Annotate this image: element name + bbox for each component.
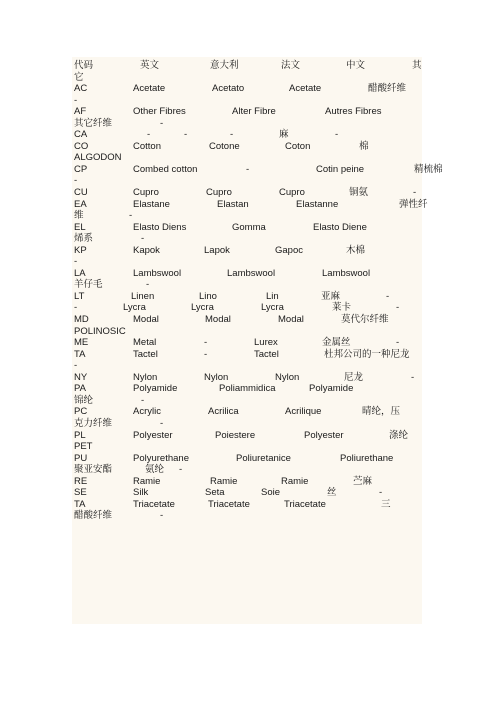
table-cell: 三: [381, 498, 391, 510]
text-line: [74, 233, 422, 245]
text-line: [74, 118, 422, 130]
table-cell: -: [204, 348, 208, 360]
table-cell: Acetate: [289, 83, 322, 95]
table-cell: 铜氨: [349, 187, 369, 199]
text-line: [74, 95, 422, 107]
table-cell: CP: [74, 163, 88, 175]
table-cell: Other Fibres: [133, 106, 186, 118]
text-line: [74, 175, 422, 187]
table-cell: 杜邦公司的一种尼龙: [324, 348, 410, 360]
table-cell: Triacetate: [284, 498, 326, 510]
table-cell: Triacetate: [208, 498, 250, 510]
text-line: [74, 60, 422, 72]
table-cell: TA: [74, 348, 86, 360]
table-cell: Ramie: [281, 475, 309, 487]
table-cell: Coton: [285, 140, 311, 152]
table-cell: AC: [74, 83, 88, 95]
table-cell: Ramie: [210, 475, 238, 487]
table-cell: -: [74, 256, 78, 268]
table-cell: Acetato: [212, 83, 245, 95]
table-cell: -: [160, 510, 164, 522]
table-cell: CO: [74, 140, 89, 152]
table-cell: Cotone: [209, 140, 240, 152]
text-line: [74, 360, 422, 372]
table-cell: -: [147, 129, 151, 141]
table-cell: PA: [74, 383, 86, 395]
table-cell: 麻: [279, 129, 289, 141]
header-cell: 代码: [74, 60, 94, 71]
text-line: [74, 72, 422, 84]
text-line: [74, 279, 422, 291]
header-cell: 法文: [281, 60, 301, 71]
text-line: [74, 129, 422, 141]
table-cell: Lurex: [254, 337, 278, 349]
table-cell: 烯系: [74, 233, 94, 245]
table-cell: 维: [74, 210, 84, 222]
table-cell: POLINOSIC: [74, 325, 126, 337]
text-line: [74, 522, 422, 534]
table-cell: Modal: [205, 314, 231, 326]
header-cell: 意大利: [210, 60, 239, 71]
table-cell: NY: [74, 371, 88, 383]
table-cell: CU: [74, 187, 88, 199]
table-cell: Seta: [205, 487, 225, 499]
table-cell: Tactel: [254, 348, 279, 360]
table-cell: Ramie: [133, 475, 161, 487]
table-cell: MD: [74, 314, 89, 326]
table-cell: TA: [74, 498, 86, 510]
table-cell: Kapok: [133, 244, 160, 256]
table-cell: EA: [74, 198, 87, 210]
table-cell: 其它纤维: [74, 117, 113, 129]
table-cell: -: [146, 279, 150, 291]
text-line: [74, 337, 422, 349]
header-cell: 其: [412, 60, 422, 71]
table-cell: Lambswool: [227, 267, 276, 279]
table-cell: Lambswool: [322, 267, 371, 279]
table-cell: Acrylic: [133, 406, 161, 418]
text-line: [74, 291, 422, 303]
text-line: [74, 326, 422, 338]
table-cell: 精梳棉: [414, 163, 443, 175]
table-cell: Nylon: [204, 371, 229, 383]
header-cell: 它: [74, 71, 84, 83]
text-line: [74, 533, 422, 545]
table-cell: 聚亚安酯: [74, 464, 113, 476]
table-cell: Gomma: [232, 221, 266, 233]
text-line: [74, 210, 422, 222]
table-cell: Metal: [133, 337, 157, 349]
table-cell: 木棉: [346, 244, 366, 256]
table-cell: ME: [74, 337, 89, 349]
text-line: [74, 430, 422, 442]
table-cell: Elastan: [217, 198, 249, 210]
table-cell: Cotin peine: [316, 163, 365, 175]
table-cell: Lycra: [261, 302, 284, 314]
table-cell: Modal: [278, 314, 304, 326]
table-cell: Polyurethane: [133, 452, 189, 464]
text-line: [74, 141, 422, 153]
table-cell: 克力纤维: [74, 417, 113, 429]
text-line: [74, 406, 422, 418]
table-cell: -: [204, 337, 208, 349]
table-cell: Lycra: [123, 302, 146, 314]
table-cell: Lambswool: [133, 267, 182, 279]
table-cell: -: [74, 175, 78, 187]
table-cell: -: [74, 302, 78, 314]
text-line: [74, 464, 422, 476]
text-line: [74, 83, 422, 95]
table-cell: Linen: [131, 290, 155, 302]
table-cell: -: [386, 290, 390, 302]
table-cell: PET: [74, 441, 93, 453]
text-line: [74, 349, 422, 361]
table-cell: -: [141, 233, 145, 245]
table-cell: -: [413, 187, 417, 199]
table-cell: -: [396, 302, 400, 314]
table-cell: Cupro: [279, 187, 305, 199]
table-cell: Soie: [261, 487, 281, 499]
table-cell: Elastanne: [296, 198, 339, 210]
text-line: [74, 476, 422, 488]
table-cell: 丝: [327, 487, 337, 499]
table-cell: -: [129, 210, 133, 222]
text-line: [74, 106, 422, 118]
table-cell: 莫代尔纤维: [341, 314, 389, 326]
table-cell: CA: [74, 129, 88, 141]
text-line: [74, 256, 422, 268]
table-cell: 金属丝: [322, 337, 351, 349]
text-line: [74, 510, 422, 522]
table-cell: Poliuretanice: [236, 452, 291, 464]
table-cell: Silk: [133, 487, 149, 499]
table-cell: Acrilique: [285, 406, 322, 418]
table-cell: RE: [74, 475, 88, 487]
text-line: [74, 395, 422, 407]
table-cell: AF: [74, 106, 87, 118]
table-cell: 涤纶: [389, 429, 409, 441]
table-cell: Lino: [199, 290, 217, 302]
table-cell: Nylon: [275, 371, 300, 383]
table-cell: PC: [74, 406, 88, 418]
table-cell: 氨纶: [145, 464, 165, 476]
table-cell: Lycra: [191, 302, 214, 314]
text-line: [74, 314, 422, 326]
table-cell: Lin: [266, 290, 279, 302]
table-cell: Alter Fibre: [232, 106, 276, 118]
table-cell: -: [396, 337, 400, 349]
text-line: [74, 453, 422, 465]
text-line: [74, 268, 422, 280]
text-line: [74, 487, 422, 499]
table-cell: Elastane: [133, 198, 170, 210]
table-cell: Poliammidica: [219, 383, 276, 395]
table-cell: Elasto Diens: [133, 221, 187, 233]
text-line: [74, 245, 422, 257]
table-cell: Cotton: [133, 140, 161, 152]
table-cell: Poiestere: [215, 429, 256, 441]
table-cell: Gapoc: [275, 244, 303, 256]
table-cell: -: [184, 129, 188, 141]
table-cell: Autres Fibres: [325, 106, 382, 118]
table-cell: Lapok: [204, 244, 230, 256]
table-cell: Nylon: [133, 371, 158, 383]
header-cell: 中文: [346, 60, 366, 71]
table-cell: LA: [74, 267, 86, 279]
table-cell: Modal: [133, 314, 159, 326]
table-cell: 晴纶，压: [362, 406, 401, 418]
header-cell: 英文: [140, 60, 160, 71]
table-cell: -: [335, 129, 339, 141]
table-cell: Polyamide: [309, 383, 354, 395]
text-line: [74, 499, 422, 511]
text-line: [74, 383, 422, 395]
text-line: [74, 163, 443, 176]
table-cell: 醋酸纤维: [368, 83, 407, 95]
table-cell: 醋酸纤维: [74, 510, 113, 522]
text-line: [74, 152, 422, 164]
table-cell: -: [179, 464, 183, 476]
table-cell: Polyester: [133, 429, 173, 441]
table-cell: 棉: [359, 140, 369, 152]
table-cell: Polyester: [304, 429, 344, 441]
table-cell: Elasto Diene: [313, 221, 367, 233]
table-cell: -: [160, 117, 164, 129]
table-cell: -: [74, 94, 78, 106]
table-cell: -: [160, 417, 164, 429]
table-cell: PU: [74, 452, 88, 464]
table-cell: Cupro: [206, 187, 232, 199]
text-line: [74, 222, 422, 234]
text-line: [74, 198, 428, 211]
table-cell: 弹性纤: [399, 198, 428, 210]
text-line: [74, 302, 422, 314]
table-cell: 尼龙: [344, 371, 364, 383]
table-cell: -: [74, 360, 78, 372]
text-line: [74, 187, 422, 199]
table-cell: EL: [74, 221, 86, 233]
table-cell: KP: [74, 244, 87, 256]
table-cell: ALGODON: [74, 152, 122, 164]
fiber-code-table: [74, 60, 443, 545]
text-line: [74, 372, 422, 384]
table-cell: LT: [74, 290, 85, 302]
table-cell: Polyamide: [133, 383, 178, 395]
table-cell: 锦纶: [74, 394, 94, 406]
table-cell: Cupro: [133, 187, 159, 199]
table-cell: Triacetate: [133, 498, 175, 510]
table-cell: -: [379, 487, 383, 499]
table-cell: Acrilica: [208, 406, 239, 418]
table-cell: Poliurethane: [340, 452, 394, 464]
table-cell: -: [246, 163, 250, 175]
table-cell: 亚麻: [321, 290, 341, 302]
table-cell: -: [411, 371, 415, 383]
table-cell: 莱卡: [332, 302, 352, 314]
table-cell: PL: [74, 429, 86, 441]
table-cell: Acetate: [133, 83, 166, 95]
table-cell: Tactel: [133, 348, 158, 360]
table-cell: 苎麻: [353, 475, 373, 487]
table-cell: 羊仔毛: [74, 279, 103, 291]
table-cell: SE: [74, 487, 87, 499]
table-cell: -: [230, 129, 234, 141]
text-line: [74, 441, 422, 453]
table-cell: Combed cotton: [133, 163, 198, 175]
table-cell: -: [141, 394, 145, 406]
text-line: [74, 418, 422, 430]
